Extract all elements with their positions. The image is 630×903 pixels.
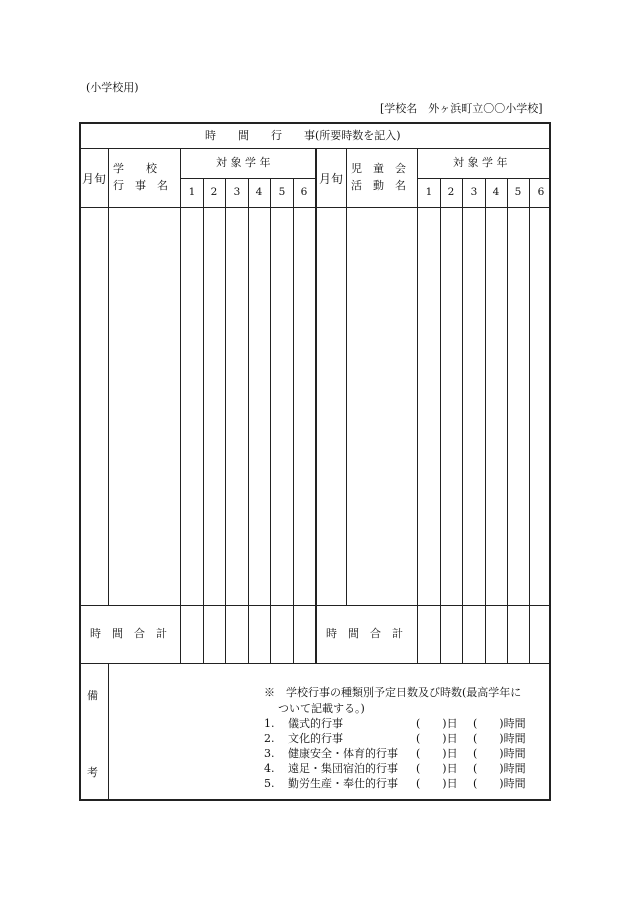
left-grade-1: 1	[188, 186, 196, 198]
remarks-item-hours: ( )時間	[473, 777, 526, 790]
right-target-grade-label: 対 象 学 年	[453, 156, 508, 169]
right-grade-5: 5	[514, 186, 522, 198]
remarks-note-line2: ついて記載する。)	[278, 702, 365, 715]
right-grade-3: 3	[470, 186, 478, 198]
remarks-item-name: 健康安全・体育的行事	[288, 747, 398, 760]
grade-col-line	[462, 178, 463, 663]
remarks-label-top: 備	[87, 689, 98, 702]
grade-col-line	[203, 178, 204, 663]
right-event-label-1: 児 童 会	[351, 162, 406, 175]
grade-col-line	[485, 178, 486, 663]
left-event-label-1: 学 校	[113, 162, 157, 175]
left-grade-2: 2	[210, 186, 218, 198]
table-title: 時 間 行 事(所要時数を記入)	[205, 129, 401, 142]
remarks-item-days: ( )日	[416, 777, 458, 790]
remarks-item-days: ( )日	[416, 747, 458, 760]
right-grade-6: 6	[537, 186, 545, 198]
left-grade-divider	[181, 178, 317, 179]
remarks-item-name: 文化的行事	[288, 732, 343, 745]
remarks-item-no: 4.	[264, 762, 275, 775]
right-month-divider	[346, 148, 347, 605]
left-target-grade-label: 対 象 学 年	[216, 156, 271, 169]
remarks-item-hours: ( )時間	[473, 717, 526, 730]
right-grade-2: 2	[447, 186, 455, 198]
right-month-label: 月旬	[319, 172, 344, 186]
grade-col-line	[529, 178, 530, 663]
remarks-item-name: 勤労生産・奉仕的行事	[288, 777, 398, 790]
remarks-label-bottom: 考	[87, 766, 98, 779]
remarks-item-days: ( )日	[416, 717, 458, 730]
grade-col-line	[440, 178, 441, 663]
grade-col-line	[225, 178, 226, 663]
left-grade-5: 5	[278, 186, 286, 198]
grade-col-line	[507, 178, 508, 663]
remarks-item-no: 1.	[264, 717, 275, 730]
remarks-item-hours: ( )時間	[473, 747, 526, 760]
left-grade-3: 3	[233, 186, 241, 198]
grade-col-line	[293, 178, 294, 663]
left-event-label-2: 行 事 名	[113, 179, 168, 192]
left-month-divider	[108, 148, 109, 605]
right-grade-1: 1	[425, 186, 433, 198]
right-grade-4: 4	[492, 186, 500, 198]
right-total-label: 時 間 合 計	[326, 627, 403, 640]
right-event-divider	[417, 148, 418, 663]
usage-label: (小学校用)	[86, 81, 139, 94]
remarks-item-name: 儀式的行事	[288, 717, 343, 730]
left-grade-6: 6	[300, 186, 308, 198]
remarks-item-no: 5.	[264, 777, 275, 790]
remarks-item-days: ( )日	[416, 732, 458, 745]
remarks-top-line	[79, 663, 551, 664]
remarks-item-hours: ( )時間	[473, 762, 526, 775]
school-name: [学校名 外ヶ浜町立〇〇小学校]	[380, 102, 543, 115]
remarks-item-days: ( )日	[416, 762, 458, 775]
left-grade-4: 4	[255, 186, 263, 198]
left-event-divider	[180, 148, 181, 663]
right-event-label-2: 活 動 名	[351, 179, 406, 192]
remarks-item-no: 2.	[264, 732, 275, 745]
left-month-label: 月旬	[82, 172, 107, 186]
grade-col-line	[248, 178, 249, 663]
remarks-label-divider	[108, 663, 109, 800]
grade-col-line	[270, 178, 271, 663]
center-divider	[315, 148, 317, 663]
remarks-item-name: 遠足・集団宿泊的行事	[288, 762, 398, 775]
left-total-label: 時 間 合 計	[90, 627, 167, 640]
remarks-item-hours: ( )時間	[473, 732, 526, 745]
remarks-item-no: 3.	[264, 747, 275, 760]
remarks-note-line1: ※ 学校行事の種類別予定日数及び時数(最高学年に	[264, 686, 522, 699]
